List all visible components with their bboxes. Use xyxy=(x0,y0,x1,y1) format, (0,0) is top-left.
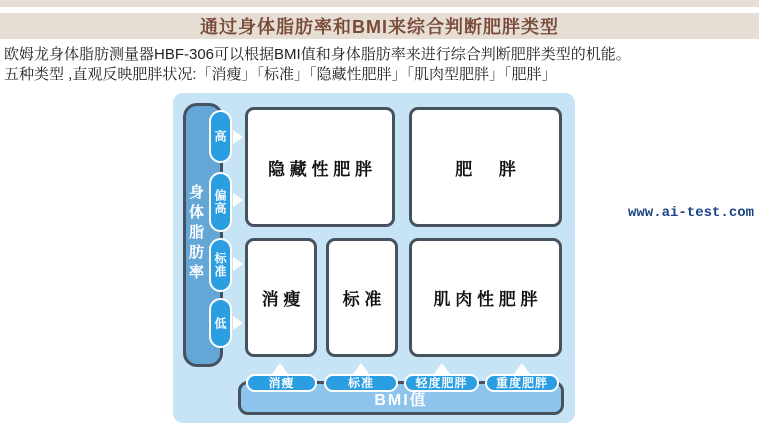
x-tick-standard xyxy=(324,374,398,392)
arrow-up-icon xyxy=(434,363,450,374)
y-tick-low xyxy=(209,298,232,348)
quadrant-obesity-label: 肥 胖 xyxy=(455,159,521,179)
x-tick-standard-label: 标准 xyxy=(347,376,374,390)
y-tick-high xyxy=(209,110,232,163)
top-divider-strip xyxy=(0,0,759,7)
quadrant-standard-label: 标准 xyxy=(342,290,387,309)
y-tick-standard-label: 标准 xyxy=(213,252,227,278)
quadrant-hidden-obesity xyxy=(245,107,395,227)
quadrant-hidden-obesity-label: 隐藏性肥胖 xyxy=(267,159,377,179)
x-tick-thin-label: 消瘦 xyxy=(268,376,295,390)
arrow-right-icon xyxy=(233,316,243,330)
x-tick-mild-obesity xyxy=(404,374,479,392)
watermark-text: www.ai-test.com xyxy=(628,205,755,221)
title-bar xyxy=(0,13,759,39)
x-tick-mild-obesity-label: 轻度肥胖 xyxy=(415,376,468,390)
quadrant-thin-label: 消瘦 xyxy=(261,290,306,309)
quadrant-muscular-obesity-label: 肌肉性肥胖 xyxy=(433,290,543,309)
x-tick-thin xyxy=(246,374,317,392)
y-tick-low-label: 低 xyxy=(213,316,227,330)
quadrant-obesity xyxy=(409,107,562,227)
intro-line-2: 五种类型 ,直观反映肥胖状况:「消瘦」「标准」「隐藏性肥胖」「肌肉型肥胖」「肥胖」 xyxy=(4,66,557,83)
arrow-up-icon xyxy=(514,363,530,374)
arrow-right-icon xyxy=(233,130,243,144)
quadrant-thin xyxy=(245,238,317,357)
intro-line-1: 欧姆龙身体脂肪测量器HBF-306可以根据BMI值和身体脂肪率来进行综合判断肥胖类型的机能。 xyxy=(4,46,631,63)
arrow-right-icon xyxy=(233,193,243,207)
arrow-up-icon xyxy=(272,363,288,374)
y-tick-somewhat-high-label: 偏高 xyxy=(213,189,227,215)
y-axis-label: 身体脂肪率 xyxy=(187,184,204,284)
quadrant-muscular-obesity xyxy=(409,238,562,357)
arrow-up-icon xyxy=(353,363,369,374)
y-tick-somewhat-high xyxy=(209,172,232,232)
x-tick-severe-obesity-label: 重度肥胖 xyxy=(495,376,548,390)
x-tick-severe-obesity xyxy=(485,374,559,392)
y-tick-high-label: 高 xyxy=(213,130,227,143)
x-axis-label: BMI值 xyxy=(374,392,428,409)
page-title: 通过身体脂肪率和BMI来综合判断肥胖类型 xyxy=(200,17,559,37)
y-tick-standard xyxy=(209,238,232,292)
arrow-right-icon xyxy=(233,257,243,271)
quadrant-standard xyxy=(326,238,398,357)
